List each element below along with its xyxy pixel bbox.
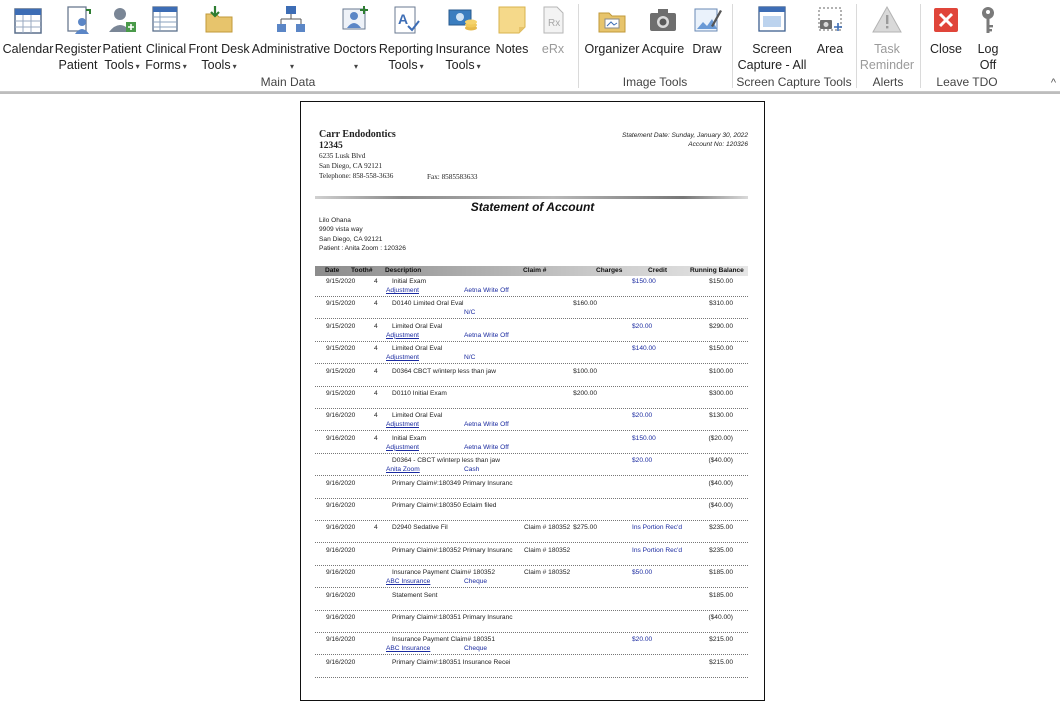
organizer-icon bbox=[596, 4, 628, 36]
screen-capture-icon bbox=[756, 4, 788, 36]
notes-label: Notes bbox=[495, 42, 529, 56]
cell-payment-type: Cheque bbox=[464, 578, 488, 586]
table-row bbox=[301, 635, 764, 657]
col-claim: Claim # bbox=[523, 267, 547, 274]
insurance-label-line2: Tools bbox=[445, 58, 475, 72]
cell-date: 9/16/2020 bbox=[326, 524, 356, 532]
cell-date: 9/15/2020 bbox=[326, 345, 356, 353]
collapse-ribbon-icon[interactable]: ^ bbox=[1050, 77, 1056, 89]
cell-payment-type: Aetna Write Off bbox=[464, 443, 509, 451]
ribbon-toolbar bbox=[0, 0, 1060, 92]
row-divider bbox=[315, 610, 748, 611]
cell-running-balance: $185.00 bbox=[709, 591, 733, 599]
cell-running-balance: $215.00 bbox=[709, 636, 733, 644]
register-label-line2: Patient bbox=[58, 58, 98, 72]
cell-charges: $160.00 bbox=[573, 300, 597, 308]
cell-date: 9/16/2020 bbox=[326, 591, 356, 599]
svg-text:A: A bbox=[398, 11, 409, 27]
row-divider bbox=[315, 565, 748, 566]
row-divider bbox=[315, 498, 748, 499]
statement-page bbox=[300, 101, 765, 701]
reporting-label-line1: Reporting bbox=[378, 42, 434, 56]
cell-description: Initial Exam bbox=[392, 278, 427, 285]
table-row bbox=[301, 456, 764, 478]
practice-name: Carr Endodontics bbox=[319, 129, 396, 140]
clinical-forms-label-line2: Forms bbox=[145, 58, 181, 72]
patient-tools-icon bbox=[106, 4, 138, 36]
cell-description: Initial Exam bbox=[392, 434, 427, 442]
chevron-down-icon: ▾ bbox=[182, 62, 187, 71]
task-reminder-button[interactable] bbox=[858, 2, 916, 76]
task-label-line2: Reminder bbox=[859, 58, 915, 72]
col-tooth: Tooth# bbox=[351, 267, 373, 274]
cell-description: Limited Oral Eval bbox=[392, 322, 443, 330]
cell-running-balance: ($40.00) bbox=[708, 502, 733, 509]
row-divider bbox=[315, 654, 748, 655]
cell-description: Insurance Payment Claim# 180352 bbox=[392, 569, 495, 577]
practice-address-2: San Diego, CA 92121 bbox=[319, 162, 383, 170]
cell-charges: $275.00 bbox=[573, 524, 597, 532]
cell-description: Primary Claim#:180350 Eclaim filed bbox=[392, 502, 497, 509]
chevron-down-icon: ▾ bbox=[476, 62, 481, 71]
acquire-label: Acquire bbox=[641, 42, 685, 56]
header-rule bbox=[315, 196, 748, 199]
group-separator bbox=[920, 4, 921, 88]
cell-credit: Ins Portion Rec'd bbox=[632, 524, 683, 532]
task-label-line1: Task bbox=[874, 42, 900, 56]
screen-capture-label-line1: Screen bbox=[752, 42, 792, 56]
practice-account-code: 12345 bbox=[319, 140, 343, 151]
cell-payer[interactable]: ABC Insurance bbox=[386, 645, 431, 653]
cell-date: 9/16/2020 bbox=[326, 502, 356, 509]
cell-payer[interactable]: Anita Zoom bbox=[386, 466, 420, 474]
cell-description: Statement Sent bbox=[392, 591, 438, 599]
cell-description: D0364 - CBCT w/interp less than jaw bbox=[392, 457, 500, 465]
row-divider bbox=[315, 408, 748, 409]
screen-capture-label-line2: Capture - All bbox=[737, 58, 807, 72]
table-row bbox=[301, 613, 764, 635]
group-label-image-tools: Image Tools bbox=[622, 75, 688, 89]
cell-running-balance: ($40.00) bbox=[708, 457, 733, 465]
col-description: Description bbox=[385, 267, 422, 274]
draw-icon bbox=[691, 4, 723, 36]
acquire-button[interactable] bbox=[640, 2, 686, 76]
cell-running-balance: ($40.00) bbox=[708, 614, 733, 621]
patient-line: Patient : Anita Zoom : 120326 bbox=[319, 245, 406, 253]
cell-running-balance: $300.00 bbox=[709, 390, 733, 397]
row-divider bbox=[315, 677, 748, 678]
group-separator bbox=[856, 4, 857, 88]
cell-tooth: 4 bbox=[374, 412, 378, 420]
cell-running-balance: $215.00 bbox=[709, 658, 733, 666]
table-row bbox=[301, 389, 764, 411]
practice-address-1: 6235 Lusk Blvd bbox=[319, 152, 366, 160]
cell-tooth: 4 bbox=[374, 434, 378, 442]
log-off-label-line2: Off bbox=[979, 58, 997, 72]
row-divider bbox=[315, 542, 748, 543]
insurance-tools-button[interactable] bbox=[435, 2, 491, 76]
area-capture-button[interactable] bbox=[812, 2, 848, 76]
cell-payment-type: Cash bbox=[464, 466, 480, 474]
cell-charges: $100.00 bbox=[573, 367, 597, 375]
row-divider bbox=[315, 296, 748, 297]
cell-date: 9/16/2020 bbox=[326, 614, 356, 621]
cell-payment-type: N/C bbox=[464, 354, 476, 362]
col-credit: Credit bbox=[648, 267, 668, 274]
row-divider bbox=[315, 363, 748, 364]
insurance-tools-icon bbox=[447, 4, 479, 36]
doctors-label: Doctors bbox=[333, 42, 377, 56]
cell-payer[interactable]: Adjustment bbox=[386, 287, 419, 294]
cell-description: Insurance Payment Claim# 180351 bbox=[392, 636, 495, 644]
organizer-button[interactable] bbox=[584, 2, 640, 76]
cell-payer[interactable]: ABC Insurance bbox=[386, 578, 431, 586]
cell-running-balance: $150.00 bbox=[709, 345, 733, 353]
cell-payer[interactable]: Adjustment bbox=[386, 354, 419, 362]
statement-title: Statement of Account bbox=[470, 200, 595, 214]
register-label-line1: Register bbox=[54, 42, 102, 56]
close-button[interactable] bbox=[926, 2, 966, 76]
cell-payer[interactable]: Adjustment bbox=[386, 331, 419, 339]
svg-text:Rx: Rx bbox=[548, 18, 561, 29]
cell-tooth: 4 bbox=[374, 345, 378, 353]
cell-credit: $50.00 bbox=[632, 569, 653, 577]
cell-credit: $20.00 bbox=[632, 322, 653, 330]
erx-label: eRx bbox=[541, 42, 565, 56]
table-row bbox=[301, 658, 764, 680]
cell-date: 9/15/2020 bbox=[326, 322, 356, 330]
cell-tooth: 4 bbox=[374, 367, 378, 375]
cell-credit: Ins Portion Rec'd bbox=[632, 546, 683, 554]
chevron-down-icon: ▾ bbox=[419, 62, 424, 71]
insurance-label-line1: Insurance bbox=[435, 42, 491, 56]
cell-description: Primary Claim#:180352 Primary Insuranc bbox=[392, 546, 513, 554]
clinical-forms-icon bbox=[150, 4, 182, 36]
group-label-alerts: Alerts bbox=[872, 75, 904, 89]
cell-description: Limited Oral Eval bbox=[392, 412, 443, 420]
patient-address-1: 9909 vista way bbox=[319, 226, 363, 234]
cell-running-balance: ($20.00) bbox=[708, 434, 733, 442]
table-header bbox=[315, 266, 748, 276]
col-running-balance: Running Balance bbox=[690, 267, 744, 274]
chevron-down-icon: ▾ bbox=[135, 62, 140, 71]
statement-date: Statement Date: Sunday, January 30, 2022 bbox=[622, 132, 748, 139]
doctors-button[interactable] bbox=[333, 2, 377, 76]
cell-date: 9/15/2020 bbox=[326, 278, 356, 285]
row-divider bbox=[315, 632, 748, 633]
table-row bbox=[301, 434, 764, 456]
front-desk-tools-icon bbox=[203, 4, 235, 36]
account-number: Account No: 120326 bbox=[688, 140, 748, 148]
notes-icon bbox=[496, 4, 528, 36]
cell-running-balance: $185.00 bbox=[709, 569, 733, 577]
cell-tooth: 4 bbox=[374, 278, 378, 285]
row-divider bbox=[315, 318, 748, 319]
cell-description: Limited Oral Eval bbox=[392, 345, 443, 353]
close-icon bbox=[930, 4, 962, 36]
cell-payer[interactable]: Adjustment bbox=[386, 421, 419, 429]
cell-running-balance: $290.00 bbox=[709, 322, 733, 330]
table-row bbox=[301, 411, 764, 433]
table-row bbox=[301, 367, 764, 389]
cell-tooth: 4 bbox=[374, 322, 378, 330]
register-patient-button[interactable] bbox=[54, 2, 102, 76]
close-label: Close bbox=[930, 42, 962, 56]
cell-payment-type: Aetna Write Off bbox=[464, 331, 509, 339]
practice-fax: Fax: 8585583633 bbox=[427, 173, 478, 181]
cell-claim: Claim # 180352 bbox=[524, 524, 571, 532]
cell-date: 9/16/2020 bbox=[326, 546, 356, 554]
cell-date: 9/16/2020 bbox=[326, 658, 356, 666]
screen-capture-all-button[interactable] bbox=[736, 2, 808, 76]
administrative-icon bbox=[275, 4, 307, 36]
table-row bbox=[301, 568, 764, 590]
draw-button[interactable] bbox=[688, 2, 726, 76]
cell-payment-type: N/C bbox=[464, 309, 476, 317]
row-divider bbox=[315, 587, 748, 588]
cell-credit: $20.00 bbox=[632, 636, 653, 644]
table-row bbox=[301, 479, 764, 501]
cell-credit: $20.00 bbox=[632, 457, 653, 465]
register-patient-icon bbox=[62, 4, 94, 36]
administrative-button[interactable] bbox=[251, 2, 331, 76]
notes-button[interactable] bbox=[494, 2, 530, 76]
chevron-down-icon: ▾ bbox=[353, 62, 358, 71]
cell-description: D2940 Sedative Fil bbox=[392, 524, 448, 532]
cell-date: 9/16/2020 bbox=[326, 479, 356, 487]
cell-claim: Claim # 180352 bbox=[524, 569, 571, 577]
log-off-button[interactable] bbox=[970, 2, 1006, 76]
front-desk-tools-button[interactable] bbox=[189, 2, 249, 76]
cell-payer[interactable]: Adjustment bbox=[386, 443, 419, 451]
table-row bbox=[301, 501, 764, 523]
log-off-label-line1: Log bbox=[977, 42, 999, 56]
table-row bbox=[301, 277, 764, 299]
group-separator bbox=[732, 4, 733, 88]
chevron-down-icon: ▾ bbox=[289, 62, 294, 71]
cell-running-balance: $130.00 bbox=[709, 412, 733, 420]
patient-name: Lilo Ohana bbox=[319, 217, 351, 224]
col-charges: Charges bbox=[596, 267, 623, 274]
practice-header bbox=[319, 130, 396, 181]
cell-credit: $20.00 bbox=[632, 412, 653, 420]
cell-description: Primary Claim#:180351 Insurance Recei bbox=[392, 658, 511, 666]
practice-telephone: Telephone: 858-558-3636 bbox=[319, 172, 394, 180]
row-divider bbox=[315, 386, 748, 387]
group-label-main-data: Main Data bbox=[260, 75, 316, 89]
group-label-leave-tdo: Leave TDO bbox=[936, 75, 998, 89]
table-row bbox=[301, 344, 764, 366]
calendar-icon bbox=[12, 4, 44, 36]
key-icon bbox=[972, 4, 1004, 36]
row-divider bbox=[315, 475, 748, 476]
calendar-label: Calendar bbox=[2, 42, 54, 56]
cell-tooth: 4 bbox=[374, 390, 378, 397]
cell-description: D0110 Initial Exam bbox=[392, 390, 447, 397]
cell-date: 9/16/2020 bbox=[326, 569, 356, 577]
cell-description: Primary Claim#:180351 Primary Insuranc bbox=[392, 614, 513, 621]
row-divider bbox=[315, 453, 748, 454]
warning-icon bbox=[871, 4, 903, 36]
table-row bbox=[301, 322, 764, 344]
cell-credit: $150.00 bbox=[632, 278, 656, 285]
table-row bbox=[301, 523, 764, 545]
cell-running-balance: $235.00 bbox=[709, 524, 733, 532]
organizer-label: Organizer bbox=[584, 42, 640, 56]
reporting-tools-button[interactable] bbox=[378, 2, 434, 76]
cell-claim: Claim # 180352 bbox=[524, 546, 571, 554]
row-divider bbox=[315, 430, 748, 431]
reporting-label-line2: Tools bbox=[388, 58, 418, 72]
area-capture-icon bbox=[814, 4, 846, 36]
administrative-label: Administrative bbox=[251, 42, 331, 56]
patient-tools-label-line2: Tools bbox=[104, 58, 134, 72]
doctors-icon bbox=[339, 4, 371, 36]
cell-date: 9/16/2020 bbox=[326, 434, 356, 442]
cell-credit: $140.00 bbox=[632, 345, 656, 353]
clinical-forms-label-line1: Clinical bbox=[145, 42, 187, 56]
draw-label: Draw bbox=[692, 42, 722, 56]
group-label-screen-capture-tools: Screen Capture Tools bbox=[736, 75, 852, 89]
group-separator bbox=[578, 4, 579, 88]
camera-icon bbox=[647, 4, 679, 36]
cell-payment-type: Aetna Write Off bbox=[464, 421, 509, 429]
front-desk-label-line1: Front Desk bbox=[188, 42, 250, 56]
row-divider bbox=[315, 341, 748, 342]
cell-running-balance: ($40.00) bbox=[708, 479, 733, 487]
cell-tooth: 4 bbox=[374, 300, 378, 308]
cell-description: D0140 Limited Oral Eval bbox=[392, 300, 464, 308]
erx-button[interactable] bbox=[536, 2, 570, 76]
cell-tooth: 4 bbox=[374, 524, 378, 532]
front-desk-label-line2: Tools bbox=[201, 58, 231, 72]
table-row bbox=[301, 299, 764, 321]
chevron-down-icon: ▾ bbox=[232, 62, 237, 71]
cell-payment-type: Cheque bbox=[464, 645, 488, 653]
cell-description: D0364 CBCT w/interp less than jaw bbox=[392, 367, 496, 375]
row-divider bbox=[315, 520, 748, 521]
table-row bbox=[301, 546, 764, 568]
patient-block bbox=[319, 216, 406, 254]
erx-icon bbox=[537, 4, 569, 36]
cell-date: 9/15/2020 bbox=[326, 367, 356, 375]
patient-tools-button[interactable] bbox=[101, 2, 143, 76]
cell-charges: $200.00 bbox=[573, 390, 597, 397]
cell-date: 9/15/2020 bbox=[326, 300, 356, 308]
cell-payment-type: Aetna Write Off bbox=[464, 287, 509, 294]
cell-running-balance: $100.00 bbox=[709, 367, 733, 375]
reporting-tools-icon bbox=[390, 4, 422, 36]
patient-tools-label-line1: Patient bbox=[102, 42, 142, 56]
cell-running-balance: $310.00 bbox=[709, 300, 733, 308]
cell-date: 9/16/2020 bbox=[326, 412, 356, 420]
table-row bbox=[301, 591, 764, 613]
clinical-forms-button[interactable] bbox=[144, 2, 188, 76]
statement-meta bbox=[622, 132, 748, 149]
cell-description: Primary Claim#:180349 Primary Insuranc bbox=[392, 479, 513, 487]
cell-date: 9/15/2020 bbox=[326, 390, 356, 397]
cell-running-balance: $235.00 bbox=[709, 546, 733, 554]
patient-address-2: San Diego, CA 92121 bbox=[319, 235, 383, 243]
cell-running-balance: $150.00 bbox=[709, 278, 733, 285]
calendar-button[interactable] bbox=[3, 2, 53, 76]
cell-date: 9/16/2020 bbox=[326, 636, 356, 644]
cell-credit: $150.00 bbox=[632, 434, 656, 442]
col-date: Date bbox=[325, 267, 340, 274]
area-label: Area bbox=[816, 42, 844, 56]
